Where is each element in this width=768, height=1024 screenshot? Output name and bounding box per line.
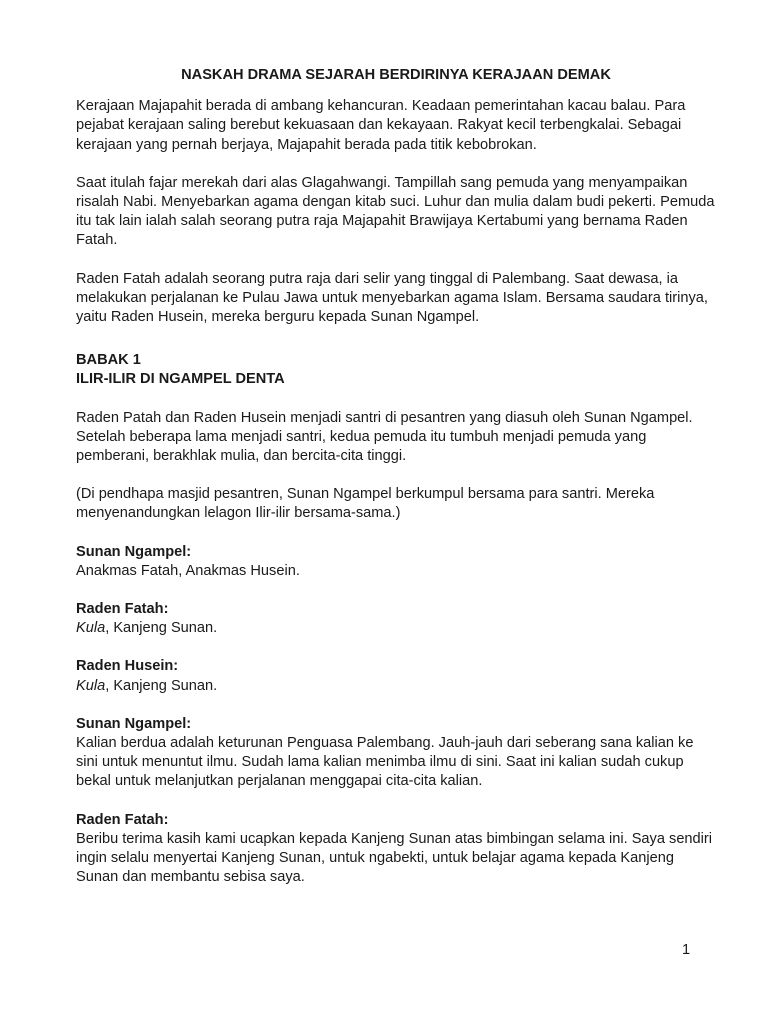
babak-heading [76, 351, 716, 389]
document-title: NASKAH DRAMA SEJARAH BERDIRINYA KERAJAAN DEMAK [181, 67, 611, 83]
babak-number: BABAK 1 [76, 352, 141, 369]
dialogue-line [76, 657, 716, 695]
dialogue-italic: Kula [76, 620, 106, 637]
dialogue-line [76, 600, 716, 638]
page-number: 1 [682, 942, 691, 958]
dialogue-text [76, 677, 716, 696]
dialogue-body: Kalian berdua adalah keturunan Penguasa Palembang. Jauh-jauh dari seberang sana kalian ke sini untuk menuntut ilmu. Sudah lama kalian menimba ilmu di sini. Saat ini kalian sudah cukup bekal untuk melanjutkan perjalanan menggapai cita-cita kalian. [76, 735, 694, 790]
intro-paragraph-1: Kerajaan Majapahit berada di ambang kehancuran. Keadaan pemerintahan kacau balau. Para pejabat kerajaan saling berebut kekuasaan dan kekayaan. Rakyat kecil terbengkalai. Sebagai kerajaan yang pernah berjaya, Majapahit berada pada titik kebobrokan. [76, 98, 686, 153]
babak-subtitle: ILIR-ILIR DI NGAMPEL DENTA [76, 371, 285, 388]
speaker-name: Sunan Ngampel: [76, 715, 192, 732]
dialogue-italic: Kula [76, 677, 106, 694]
stage-direction: (Di pendhapa masjid pesantren, Sunan Ngampel berkumpul bersama para santri. Mereka menyenandungkan lelagon Ilir-ilir bersama-sama.) [76, 486, 655, 522]
intro-paragraph-3: Raden Fatah adalah seorang putra raja dari selir yang tinggal di Palembang. Saat dewasa, ia melakukan perjalanan ke Pulau Jawa untuk menyebarkan agama Islam. Bersama saudara tirinya, yaitu Raden Husein, mereka berguru kepada Sunan Ngampel. [76, 270, 708, 326]
babak-narration: Raden Patah dan Raden Husein menjadi santri di pesantren yang diasuh oleh Sunan Ngampel. Setelah beberapa lama menjadi santri, kedua pemuda itu tumbuh menjadi pemuda yang pemberani, berakhlak mulia, dan bercita-cita tinggi. [76, 409, 693, 465]
speaker-name: Raden Husein: [76, 658, 179, 675]
dialogue-body: , Kanjeng Sunan. [105, 620, 218, 637]
speaker-name: Raden Fatah: [76, 601, 169, 618]
dialogue-text [76, 619, 716, 638]
dialogue-text [76, 734, 716, 792]
speaker-name: Raden Fatah: [76, 811, 169, 828]
dialogue-body: Anakmas Fatah, Anakmas Husein. [76, 562, 300, 579]
dialogue-body: Beribu terima kasih kami ucapkan kepada Kanjeng Sunan atas bimbingan selama ini. Saya sendiri ingin selalu menyertai Kanjeng Sunan, untuk ngabekti, untuk belajar agama kepada Kanjeng Sunan dan membantu sebisa saya. [76, 830, 713, 886]
dialogue-text [76, 562, 716, 581]
dialogue-line [76, 715, 716, 792]
speaker-name: Sunan Ngampel: [76, 543, 192, 560]
dialogue-line [76, 543, 716, 581]
dialogue-text [76, 830, 716, 888]
dialogue-body: , Kanjeng Sunan. [105, 677, 218, 694]
intro-paragraph-2: Saat itulah fajar merekah dari alas Glagahwangi. Tampillah sang pemuda yang menyampaikan risalah Nabi. Menyebarkan agama dengan kitab suci. Luhur dan mulia dalam budi pekerti. Pemuda itu tak lain ialah salah seorang putra raja Majapahit Brawijaya Kertabumi yang bernama Raden Fatah. [76, 174, 715, 249]
dialogue-line [76, 811, 716, 888]
document-page [76, 66, 716, 907]
